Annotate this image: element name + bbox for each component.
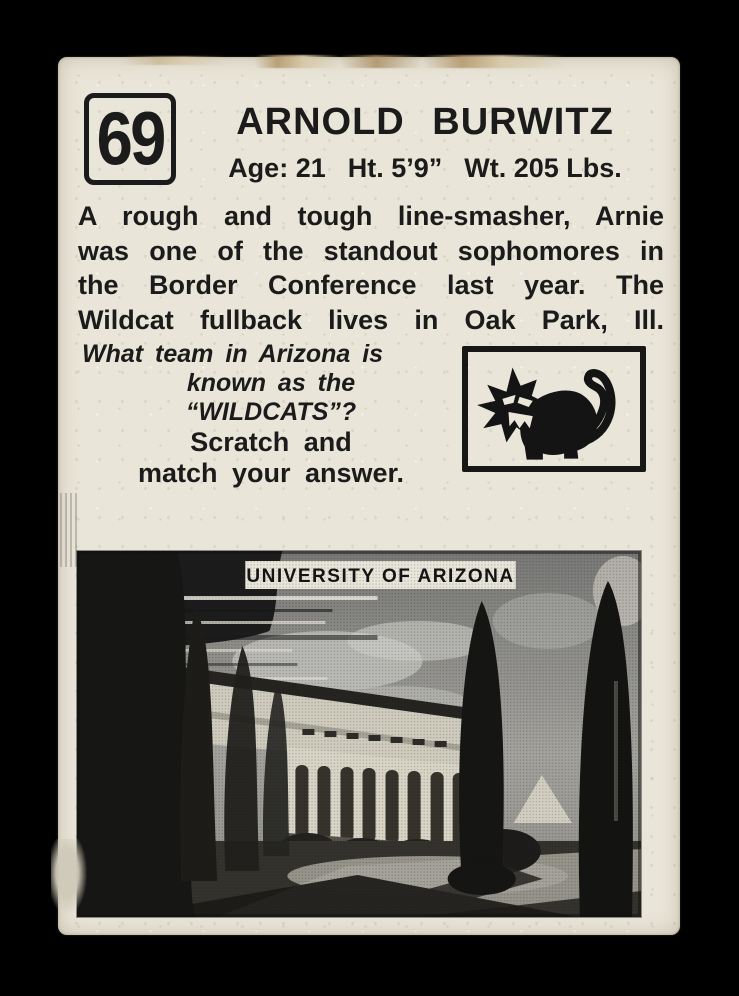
wildcat-illustration-icon [468,352,640,466]
halftone-overlay [77,551,641,917]
player-vitals [182,153,668,184]
bio-line: A rough and tough line-smasher, Arnie [78,201,664,231]
damage-blob [51,839,87,915]
quiz-question-line: known as the [186,369,356,397]
scuff-mark [60,493,77,567]
player-name: ARNOLD BURWITZ [236,101,614,143]
quiz-question-line: What team in Arizona is [82,340,384,368]
vital-height: Ht. 5’9” [347,153,443,183]
card-number-box [84,93,176,185]
wildcat-box [462,346,646,472]
scratch-instruction-line: match your answer. [137,458,405,488]
campus-photo-scene [77,551,641,917]
trivia-question [72,340,470,489]
vital-weight: Wt. 205 Lbs. [464,153,622,183]
vital-age: Age: 21 [228,153,326,183]
bio-line: Wildcat fullback lives in Oak Park, Ill. [78,304,664,335]
torn-edge-mark [254,55,584,68]
torn-edge-mark-small [122,56,226,65]
card-header [182,101,668,184]
trading-card-back [58,57,680,935]
bio-line: was one of the standout sophomores in [78,235,664,266]
bio-line: the Border Conference last year. The [78,270,664,300]
campus-photo [77,551,641,917]
scratch-instruction-line: Scratch and [190,427,352,457]
quiz-question-line: “WILDCATS”? [185,398,357,426]
player-bio [78,199,664,337]
card-number: 69 [96,96,164,181]
